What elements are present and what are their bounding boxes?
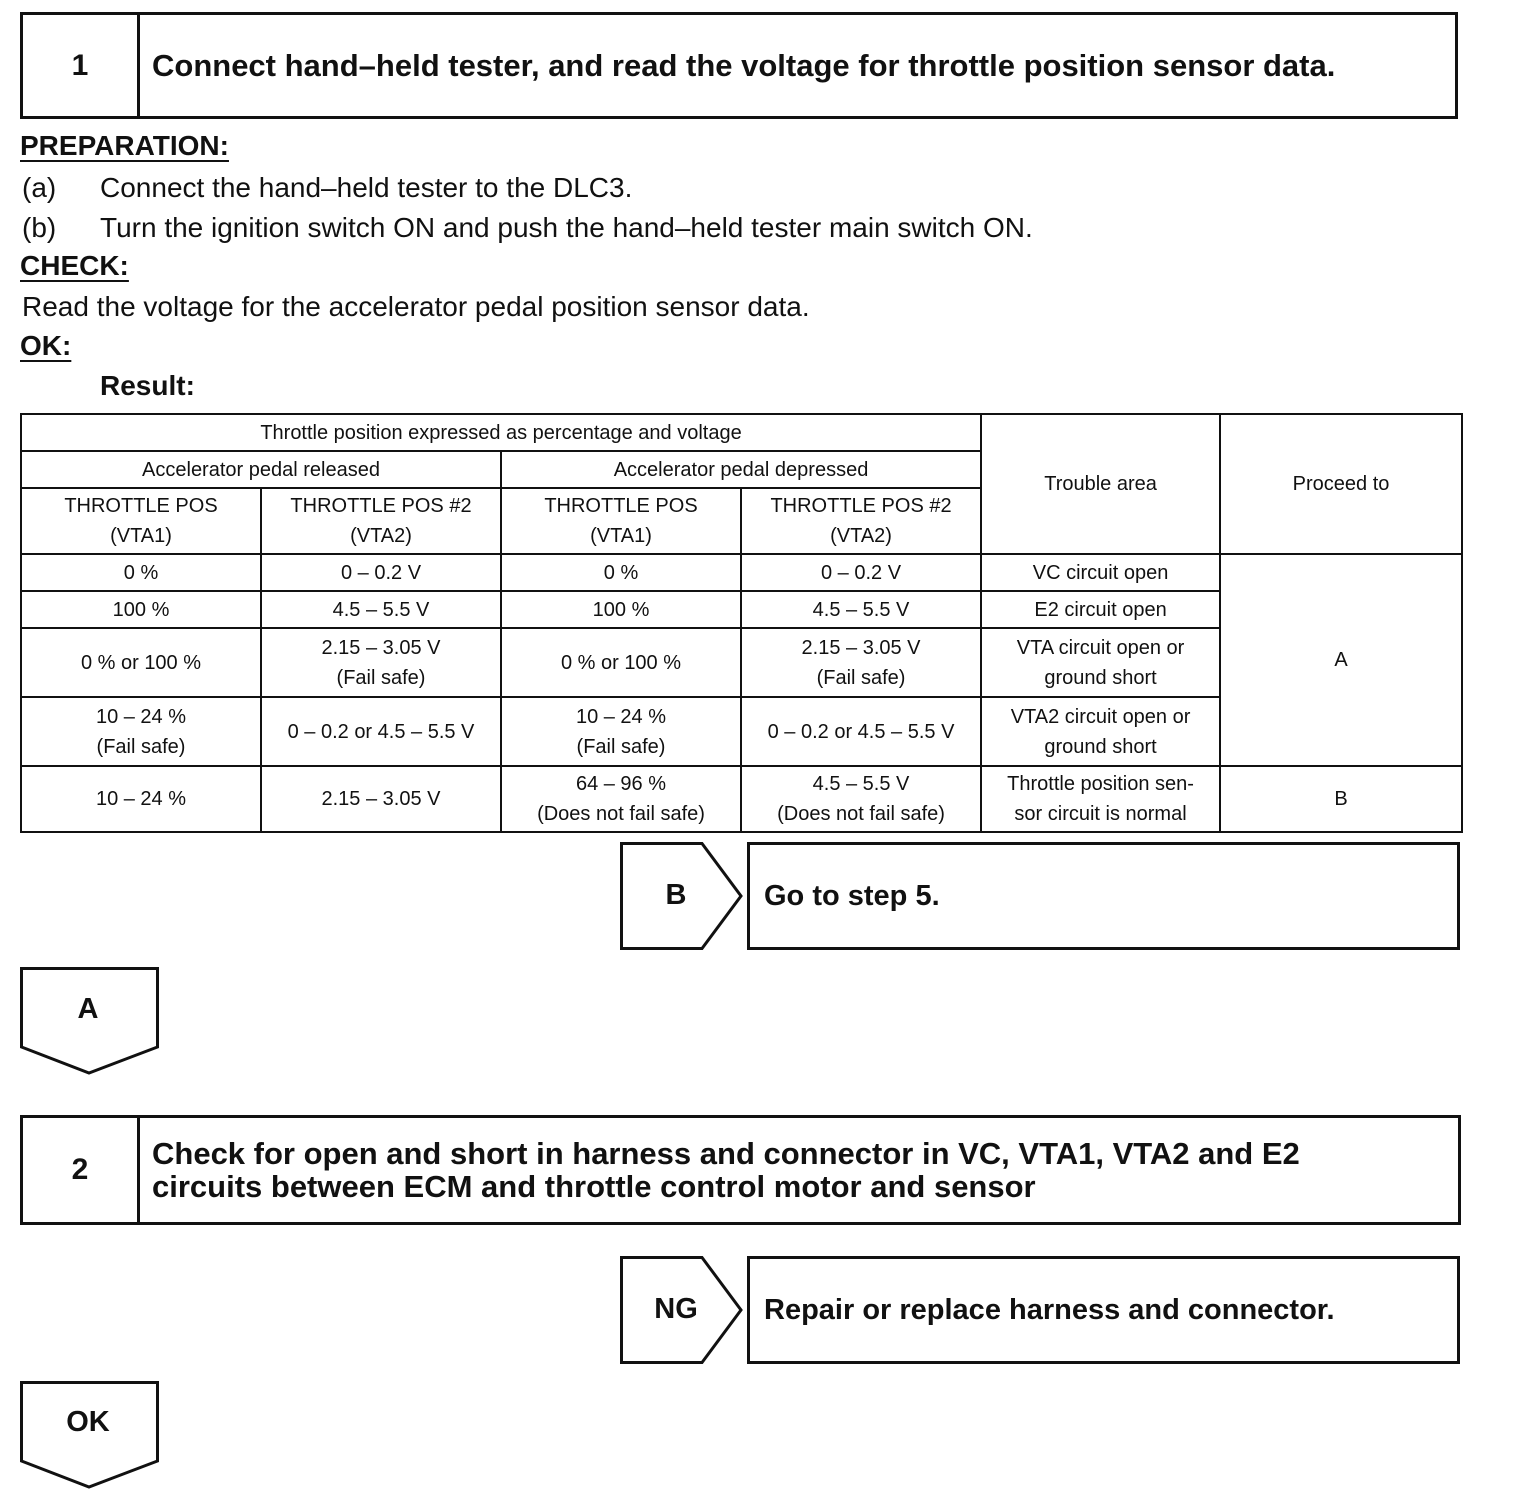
cell: Throttle position sen- sor circuit is normal xyxy=(981,766,1220,832)
prep-item-b-text: Turn the ignition switch ON and push the hand–held tester main switch ON. xyxy=(100,212,1033,243)
cell: 64 – 96 % (Does not fail safe) xyxy=(501,766,741,832)
branch-ng-result: Repair or replace harness and connector. xyxy=(747,1256,1460,1364)
table-row xyxy=(21,766,1462,832)
col-header-vta1-depressed: THROTTLE POS (VTA1) xyxy=(501,488,741,554)
cell: 2.15 – 3.05 V (Fail safe) xyxy=(261,628,501,697)
cell: E2 circuit open xyxy=(981,591,1220,628)
prep-item-a-label: (a) xyxy=(22,172,57,203)
branch-ng-tag: NG xyxy=(654,1293,698,1325)
table-row xyxy=(21,554,1462,591)
prep-item-a-text: Connect the hand–held tester to the DLC3. xyxy=(100,172,633,203)
step-title-line-2: circuits between ECM and throttle control motor and sensor xyxy=(152,1169,1036,1204)
branch-a-tag: A xyxy=(77,993,99,1025)
prep-item-b-label: (b) xyxy=(22,212,57,243)
result-label: Result: xyxy=(100,370,195,401)
cell: 4.5 – 5.5 V xyxy=(261,591,501,628)
cell: 0 % xyxy=(21,554,261,591)
col-header-vta2-depressed: THROTTLE POS #2 (VTA2) xyxy=(741,488,981,554)
col-header-vta2-released: THROTTLE POS #2 (VTA2) xyxy=(261,488,501,554)
branch-b-result: Go to step 5. xyxy=(747,842,1460,950)
cell: 0 % xyxy=(501,554,741,591)
step-title-line-1: Check for open and short in harness and connector in VC, VTA1, VTA2 and E2 xyxy=(152,1136,1300,1171)
cell: 2.15 – 3.05 V xyxy=(261,766,501,832)
branch-b-tag: B xyxy=(665,879,687,911)
step-title: Connect hand–held tester, and read the voltage for throttle position sensor data. xyxy=(152,48,1336,83)
cell: VTA circuit open or ground short xyxy=(981,628,1220,697)
cell: 0 – 0.2 or 4.5 – 5.5 V xyxy=(741,697,981,766)
check-text: Read the voltage for the accelerator pedal position sensor data. xyxy=(22,291,810,322)
ok-heading: OK: xyxy=(20,330,72,361)
step-number: 2 xyxy=(23,1118,140,1222)
check-heading: CHECK: xyxy=(20,250,129,281)
cell: 100 % xyxy=(501,591,741,628)
cell: 10 – 24 % (Fail safe) xyxy=(501,697,741,766)
table-top-header: Throttle position expressed as percentage and voltage xyxy=(21,414,981,451)
cell: 2.15 – 3.05 V (Fail safe) xyxy=(741,628,981,697)
proceed-a-cell: A xyxy=(1220,554,1462,766)
step-1-box xyxy=(20,12,1458,119)
cell: 10 – 24 % xyxy=(21,766,261,832)
released-header: Accelerator pedal released xyxy=(21,451,501,488)
result-table xyxy=(20,413,1463,833)
proceed-to-header: Proceed to xyxy=(1220,414,1462,554)
cell: 0 % or 100 % xyxy=(21,628,261,697)
cell: 4.5 – 5.5 V xyxy=(741,591,981,628)
cell: 4.5 – 5.5 V (Does not fail safe) xyxy=(741,766,981,832)
cell: 0 – 0.2 or 4.5 – 5.5 V xyxy=(261,697,501,766)
proceed-b-cell: B xyxy=(1220,766,1462,832)
col-header-vta1-released: THROTTLE POS (VTA1) xyxy=(21,488,261,554)
cell: 100 % xyxy=(21,591,261,628)
cell: 0 – 0.2 V xyxy=(741,554,981,591)
cell: 10 – 24 % (Fail safe) xyxy=(21,697,261,766)
step-2-box xyxy=(20,1115,1461,1225)
cell: 0 – 0.2 V xyxy=(261,554,501,591)
step-title xyxy=(140,1118,1458,1222)
branch-ok-tag: OK xyxy=(66,1406,110,1438)
cell: VTA2 circuit open or ground short xyxy=(981,697,1220,766)
preparation-heading: PREPARATION: xyxy=(20,130,229,161)
depressed-header: Accelerator pedal depressed xyxy=(501,451,981,488)
cell: VC circuit open xyxy=(981,554,1220,591)
trouble-area-header: Trouble area xyxy=(981,414,1220,554)
cell: 0 % or 100 % xyxy=(501,628,741,697)
step-number: 1 xyxy=(23,15,140,116)
